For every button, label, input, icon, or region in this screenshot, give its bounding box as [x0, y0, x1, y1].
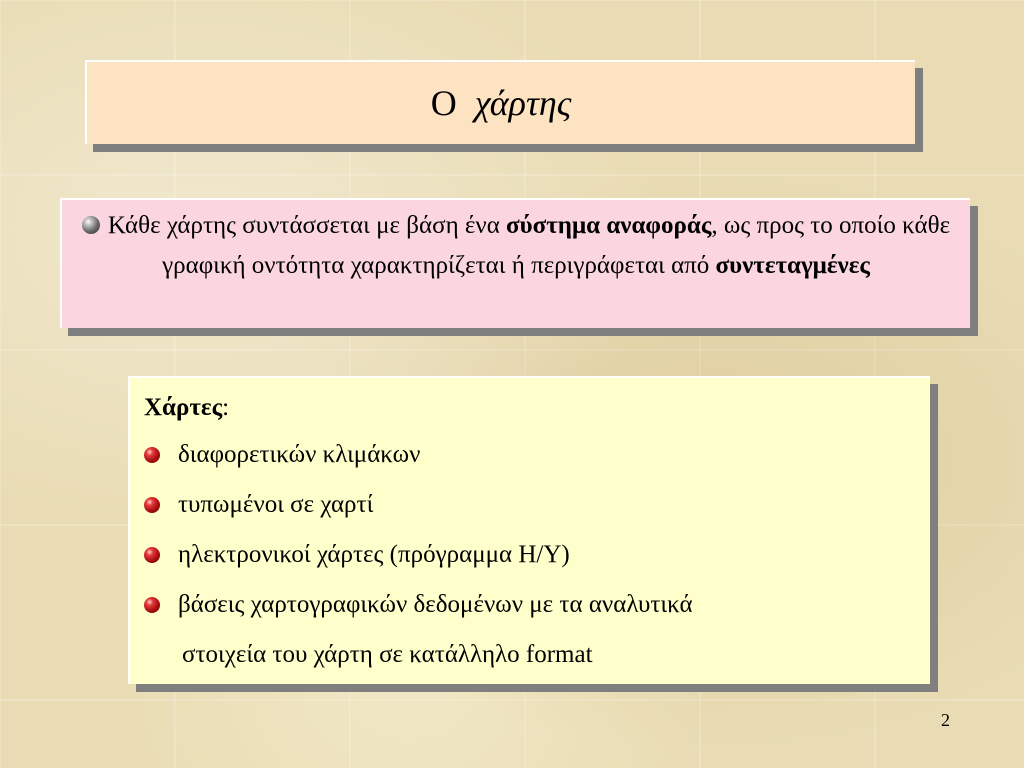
red-sphere-bullet-icon [144, 597, 160, 613]
list-item-text: βάσεις χαρτογραφικών δεδομένων με τα αναλυτικά [178, 591, 693, 618]
definition-text-part2: , ως προς το οποίο κάθε γραφική οντότητα χαρακτηρίζεται ή περιγράφεται από [162, 212, 951, 279]
list-item [144, 480, 916, 530]
page-number: 2 [941, 710, 950, 730]
definition-text-part1: Κάθε χάρτης συντάσσεται με βάση ένα [107, 212, 507, 239]
list-item [144, 430, 916, 480]
slide-title [431, 82, 572, 124]
maps-heading [144, 386, 916, 430]
list-item-text: διαφορετικών κλιμάκων [178, 441, 421, 468]
title-box [85, 60, 915, 144]
title-prefix: Ο [430, 83, 457, 123]
red-sphere-bullet-icon [144, 447, 160, 463]
list-item-continuation: στοιχεία του χάρτη σε κατάλληλο format [182, 641, 593, 668]
red-sphere-bullet-icon [144, 497, 160, 513]
maps-heading-label: Χάρτες [144, 394, 223, 421]
definition-box [60, 198, 970, 328]
list-item-text: ηλεκτρονικοί χάρτες (πρόγραμμα Η/Υ) [178, 541, 570, 568]
maps-box [128, 376, 930, 684]
definition-bold-reference-system: σύστημα αναφοράς [506, 212, 712, 239]
maps-heading-colon: : [222, 394, 230, 421]
gray-sphere-bullet-icon [82, 216, 100, 234]
list-item-text: τυπωμένοι σε χαρτί [178, 491, 374, 518]
title-italic-word: χάρτης [474, 83, 572, 123]
list-item [144, 530, 916, 580]
red-sphere-bullet-icon [144, 547, 160, 563]
list-item [144, 580, 916, 630]
definition-bold-coordinates: συντεταγμένες [715, 252, 870, 279]
